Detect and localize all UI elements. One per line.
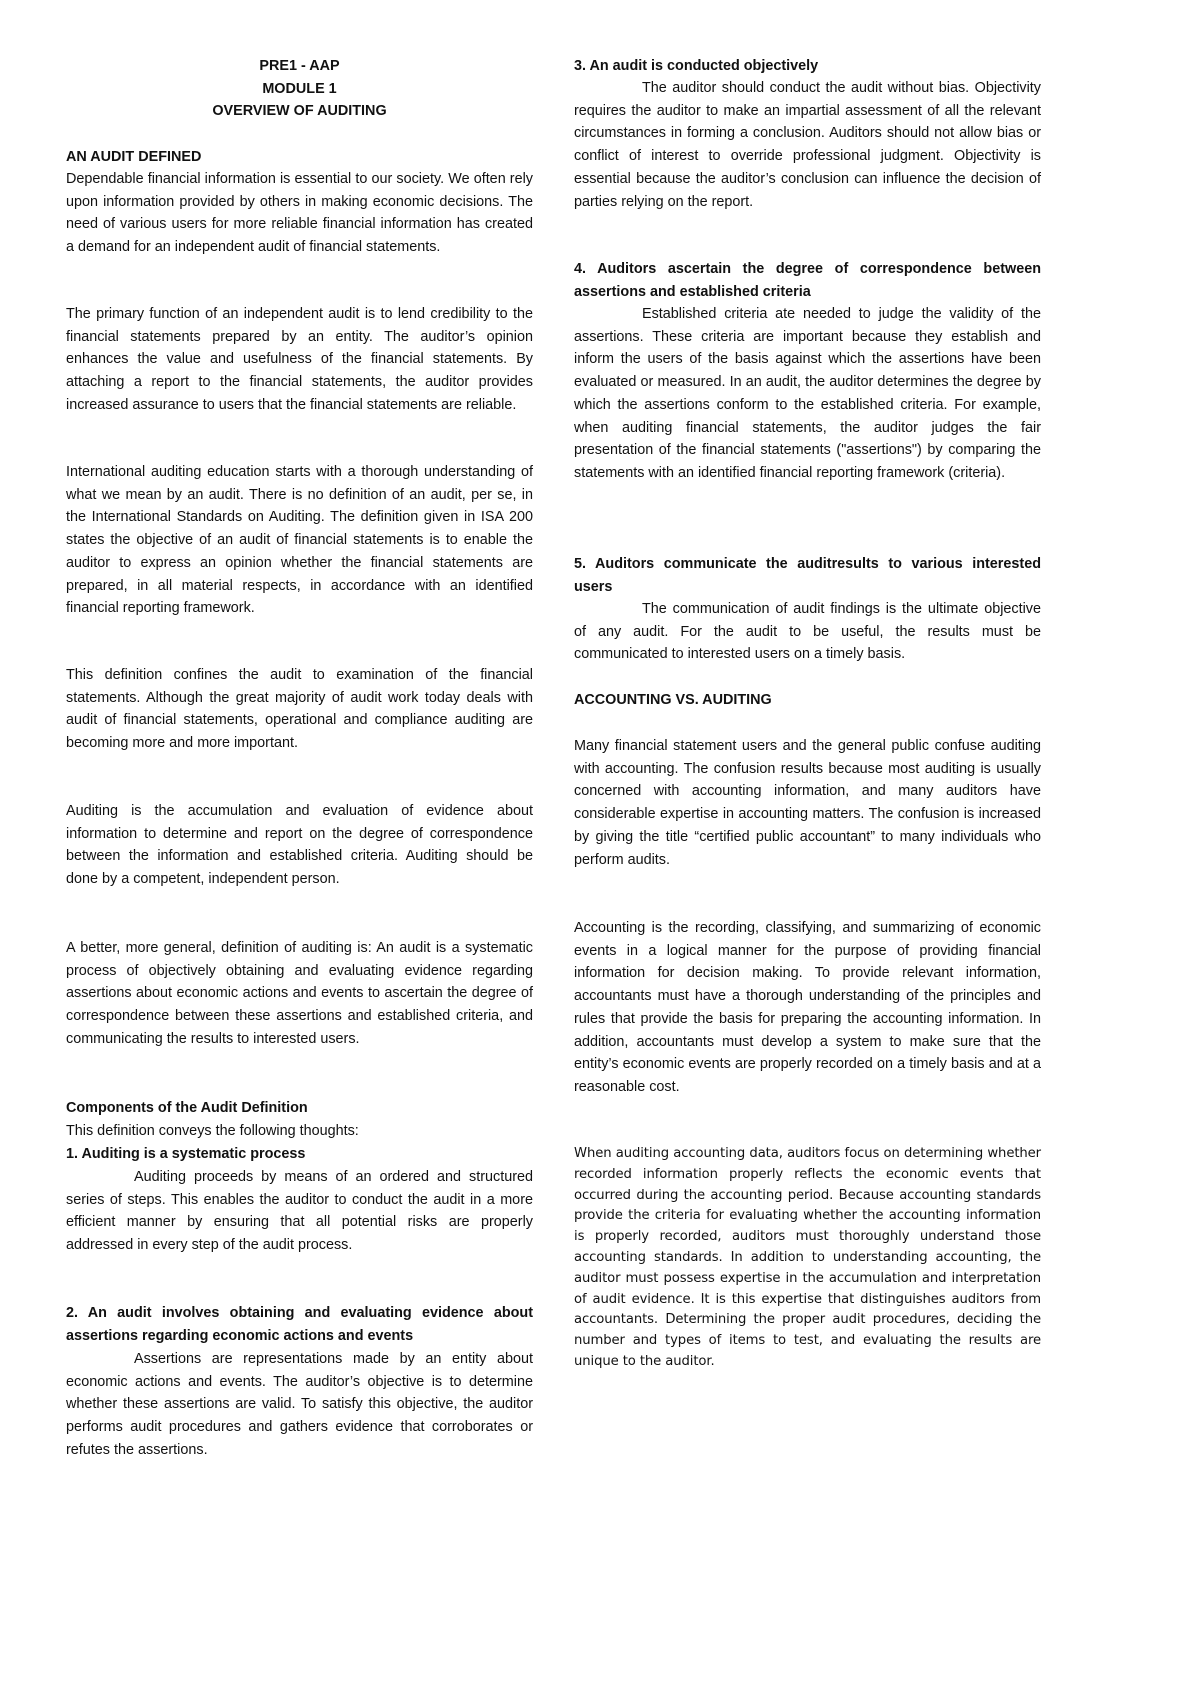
document-title (66, 55, 533, 123)
item-text: The communication of audit findings is the ultimate objective of any audit. For the audit to be useful, the results must be communicated to interested users on a timely basis. (574, 601, 1041, 663)
paragraph: A better, more general, definition of auditing is: An audit is a systematic process of objectively obtaining and evaluating evidence regarding assertions about economic actions and events to ascertain the degree of correspondence between these assertions and established criteria, and communicating the results to interested users. (66, 940, 533, 1047)
item-heading: 4. Auditors ascertain the degree of correspondence between assertions and established criteria (574, 261, 1041, 300)
paragraph: Many financial statement users and the general public confuse auditing with accounting. The confusion results because most auditing is usually concerned with accounting information, and many auditors have considerable expertise in accounting matters. The confusion is increased by giving the title “certified public accountant” to many individuals who perform audits. (574, 738, 1041, 868)
paragraph: Accounting is the recording, classifying, and summarizing of economic events in a logical manner for the purpose of providing financial information for decision making. To provide relevant information, accountants must have a thorough understanding of the principles and rules that provide the basis for preparing the accounting information. In addition, accountants must develop a system to make sure that the entity’s economic events are properly recorded on a timely basis and at a reasonable cost. (574, 920, 1041, 1095)
item-heading: 5. Auditors communicate the auditresults to various interested users (574, 556, 1041, 595)
course-code: PRE1 - AAP (259, 58, 340, 74)
item-heading: 2. An audit involves obtaining and evaluating evidence about assertions regarding economic actions and events (66, 1305, 533, 1344)
paragraph: International auditing education starts with a thorough understanding of what we mean by an audit. There is no definition of an audit, per se, in the International Standards on Auditing. The definition given in ISA 200 states the objective of an audit of financial statements is to enable the auditor to express an opinion whether the financial statements are prepared, in all material respects, in accordance with an identified financial reporting framework. (66, 464, 533, 617)
paragraph: Dependable financial information is essential to our society. We often rely upon information provided by others in making economic decisions. The need of various users for more reliable financial information has created a demand for an independent audit of financial statements. (66, 171, 533, 256)
item-text: Established criteria ate needed to judge the validity of the assertions. These criteria are important because they establish and inform the users of the basis against which the assertions have been evaluated or measured. In an audit, the auditor determines the degree by which the assertions conform to the established criteria. For example, when auditing financial statements, the auditor judges the fair presentation of the financial statements ("assertions") by comparing the statements with an identified financial reporting framework (criteria). (574, 306, 1041, 481)
components-intro: This definition conveys the following thoughts: (66, 1123, 359, 1139)
item-text: Auditing proceeds by means of an ordered and structured series of steps. This enables the auditor to conduct the audit in a more efficient manner by ensuring that all potential risks are properly addressed in every step of the audit process. (66, 1169, 533, 1254)
module-number: MODULE 1 (262, 80, 337, 97)
paragraph: When auditing accounting data, auditors focus on determining whether recorded information properly reflects the economic events that occurred during the accounting period. Because accounting standards provide the criteria for evaluating whether the accounting information is properly recorded, auditors must thoroughly understand those accounting standards. In addition to understanding accounting, the auditor must possess expertise in the accumulation and interpretation of audit evidence. It is this expertise that distinguishes auditors from accountants. Determining the proper audit procedures, deciding the number and types of items to test, and evaluating the results are unique to the auditor. (574, 1146, 1041, 1369)
section-heading-audit-defined: AN AUDIT DEFINED (66, 149, 202, 165)
components-heading: Components of the Audit Definition (66, 1100, 308, 1116)
paragraph: The primary function of an independent audit is to lend credibility to the financial statements prepared by an entity. The auditor’s opinion enhances the value and usefulness of the financial statements. By attaching a report to the financial statements, the auditor provides increased assurance to users that the financial statements are reliable. (66, 306, 533, 413)
paragraph: This definition confines the audit to examination of the financial statements. Although the great majority of audit work today deals with audit of financial statements, operational and compliance auditing are becoming more and more important. (66, 667, 533, 752)
section-heading-accounting-vs-auditing: ACCOUNTING VS. AUDITING (574, 692, 772, 708)
item-heading: 3. An audit is conducted objectively (574, 58, 819, 74)
module-title: OVERVIEW OF AUDITING (212, 103, 387, 120)
item-heading: 1. Auditing is a systematic process (66, 1146, 306, 1162)
paragraph: Auditing is the accumulation and evaluation of evidence about information to determine and report on the degree of correspondence between the information and established criteria. Auditing should be done by a competent, independent person. (66, 803, 533, 888)
item-text: Assertions are representations made by an entity about economic actions and events. The auditor’s objective is to determine whether these assertions are valid. To satisfy this objective, the auditor performs audit procedures and gathers evidence that corroborates or refutes the assertions. (66, 1351, 533, 1458)
item-text: The auditor should conduct the audit without bias. Objectivity requires the auditor to make an impartial assessment of all the relevant circumstances in forming a conclusion. Auditors should not allow bias or conflict of interest to override professional judgment. Objectivity is essential because the auditor’s conclusion can influence the decision of parties relying on the report. (574, 80, 1041, 210)
